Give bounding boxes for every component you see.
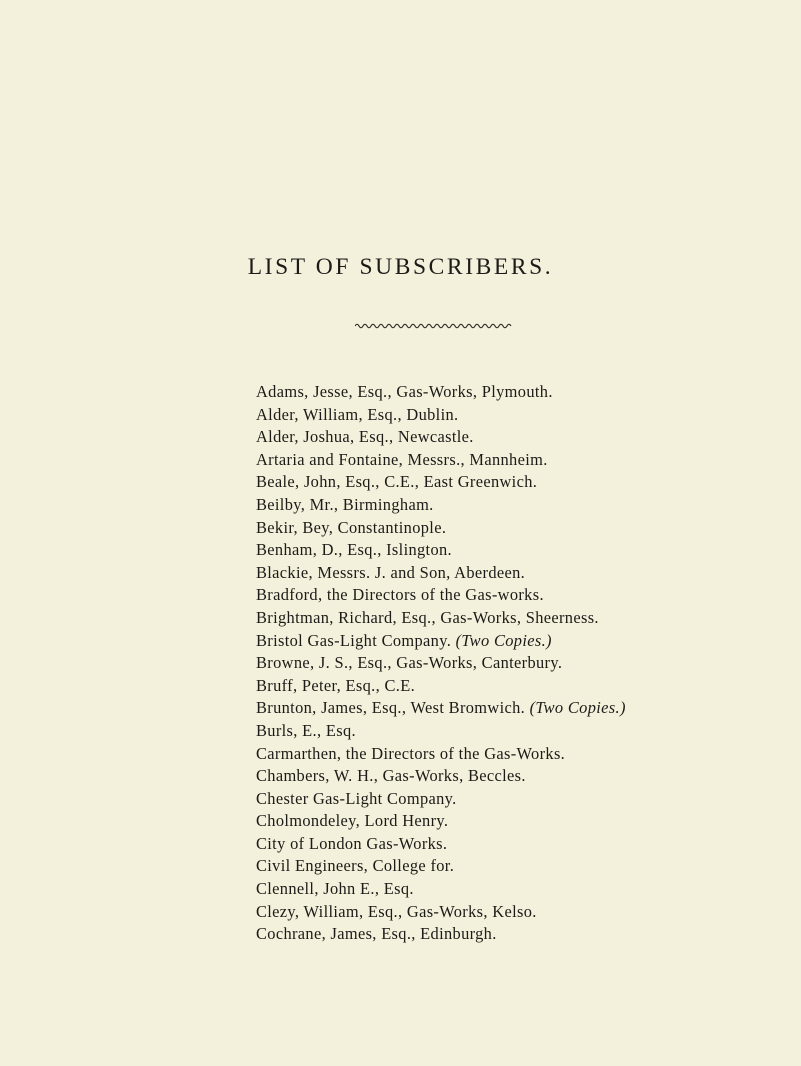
subscriber-entry [256,494,626,517]
subscriber-name: Chester Gas-Light Company. [256,788,457,808]
subscriber-name: Bruff, Peter, Esq., C.E. [256,675,416,695]
subscriber-entry [256,675,626,698]
subscriber-name: Brunton, James, Esq., West Bromwich. [256,698,530,718]
subscriber-entry [256,404,626,427]
subscriber-entry [256,652,626,675]
subscriber-entry [256,381,626,404]
subscriber-name: Beilby, Mr., Birmingham. [256,494,434,514]
subscriber-entry [256,810,626,833]
copies-note: (Two Copies.) [455,630,552,650]
subscriber-name: Alder, Joshua, Esq., Newcastle. [256,427,474,447]
subscriber-name: Bradford, the Directors of the Gas-works. [256,585,544,605]
subscriber-entry [256,878,626,901]
subscriber-name: Burls, E., Esq. [256,720,356,740]
subscriber-name: Browne, J. S., Esq., Gas-Works, Canterbury. [256,653,563,673]
subscriber-name: Adams, Jesse, Esq., Gas-Works, Plymouth. [256,382,553,401]
subscriber-entry [256,426,626,449]
subscriber-name: Clennell, John E., Esq. [256,879,414,899]
subscriber-name: Cochrane, James, Esq., Edinburgh. [256,924,497,944]
subscriber-list [256,381,626,946]
subscriber-name: Chambers, W. H., Gas-Works, Beccles. [256,766,526,786]
subscriber-entry [256,584,626,607]
subscriber-entry [256,517,626,540]
subscriber-name: Beale, John, Esq., C.E., East Greenwich. [256,472,538,492]
subscriber-name: City of London Gas-Works. [256,833,448,853]
copies-note: (Two Copies.) [529,698,626,718]
subscriber-entry [256,833,626,856]
subscriber-entry [256,562,626,585]
subscriber-name: Brightman, Richard, Esq., Gas-Works, Sheerness. [256,607,599,627]
subscriber-entry [256,697,626,720]
wavy-rule-ornament [355,321,512,331]
subscriber-name: Bristol Gas-Light Company. [256,630,456,650]
subscriber-entry [256,607,626,630]
subscriber-name: Carmarthen, the Directors of the Gas-Works. [256,743,566,763]
subscriber-name: Cholmondeley, Lord Henry. [256,811,449,831]
subscriber-name: Clezy, William, Esq., Gas-Works, Kelso. [256,901,537,921]
subscriber-entry [256,449,626,472]
subscriber-entry [256,765,626,788]
subscriber-entry [256,539,626,562]
subscriber-name: Benham, D., Esq., Islington. [256,540,453,560]
subscriber-entry [256,630,626,653]
subscriber-name: Civil Engineers, College for. [256,856,455,876]
subscriber-name: Alder, William, Esq., Dublin. [256,404,459,424]
subscriber-entry [256,788,626,811]
subscriber-entry [256,923,626,946]
subscriber-entry [256,855,626,878]
subscriber-entry [256,901,626,924]
subscriber-entry [256,720,626,743]
subscriber-entry [256,471,626,494]
subscriber-name: Blackie, Messrs. J. and Son, Aberdeen. [256,562,526,582]
subscriber-name: Artaria and Fontaine, Messrs., Mannheim. [256,449,548,469]
subscriber-name: Bekir, Bey, Constantinople. [256,517,447,537]
page-title: LIST OF SUBSCRIBERS. [247,254,554,280]
subscriber-entry [256,743,626,766]
